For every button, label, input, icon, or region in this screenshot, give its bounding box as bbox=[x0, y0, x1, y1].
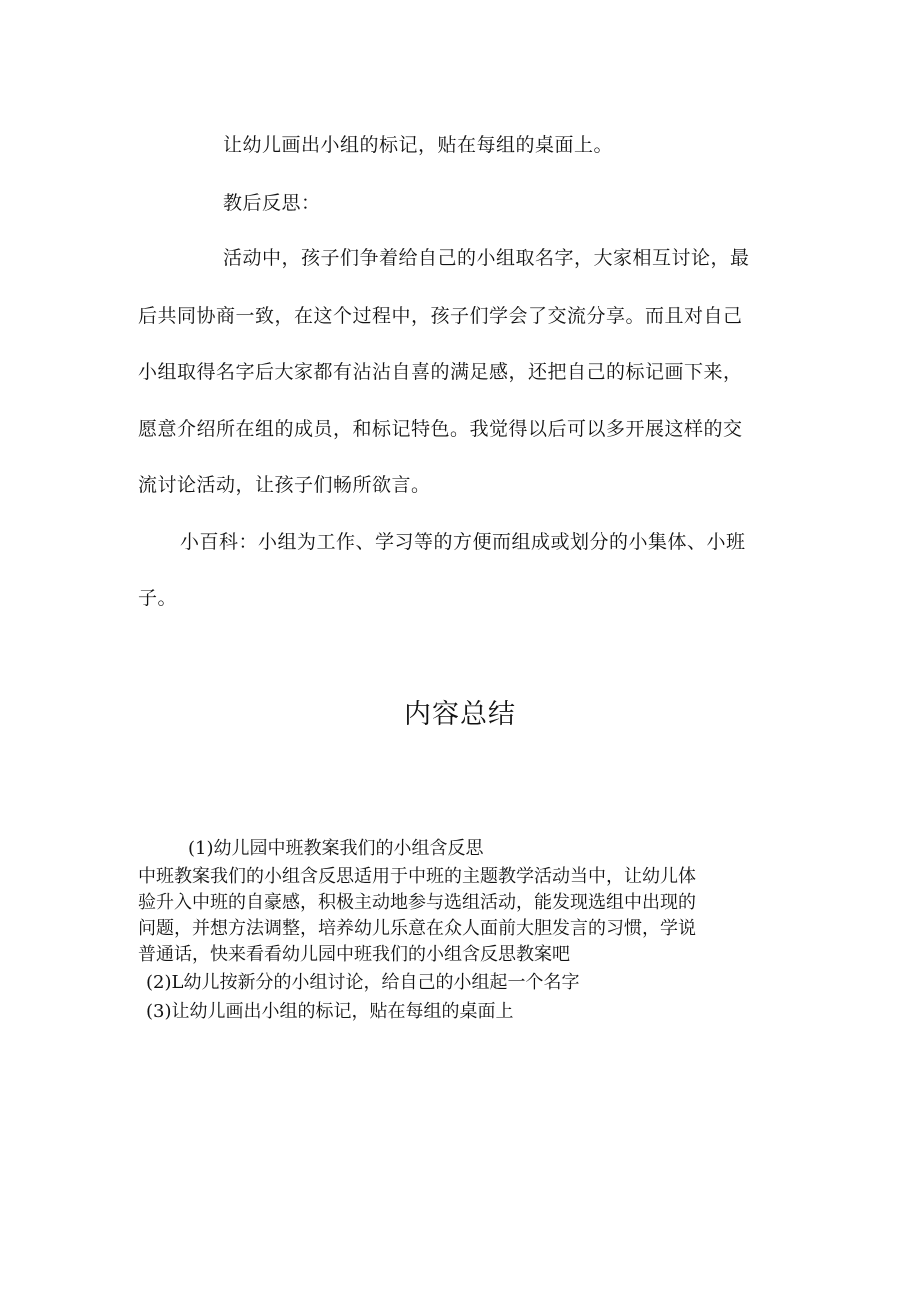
paragraph-marking-task: 让幼儿画出小组的标记，贴在每组的桌面上。 bbox=[223, 134, 614, 156]
reflection-line-4: 愿意介绍所在组的成员，和标记特色。我觉得以后可以多开展这样的交 bbox=[138, 418, 743, 440]
summary-item-2: (2)L幼儿按新分的小组讨论，给自己的小组起一个名字 bbox=[146, 972, 580, 993]
summary-item-3: (3)让幼儿画出小组的标记，贴在每组的桌面上 bbox=[146, 1001, 514, 1022]
summary-desc-line-1: 中班教案我们的小组含反思适用于中班的主题教学活动当中，让幼儿体 bbox=[138, 866, 696, 887]
summary-desc-line-2: 验升入中班的自豪感，积极主动地参与选组活动，能发现选组中出现的 bbox=[138, 892, 696, 913]
reflection-line-2: 后共同协商一致，在这个过程中，孩子们学会了交流分享。而且对自己 bbox=[138, 305, 743, 327]
summary-item-1: (1)幼儿园中班教案我们的小组含反思 bbox=[188, 838, 484, 859]
encyclopedia-line-1: 小百科：小组为工作、学习等的方便而组成或划分的小集体、小班 bbox=[180, 531, 746, 553]
reflection-line-3: 小组取得名字后大家都有沾沾自喜的满足感，还把自己的标记画下来， bbox=[138, 361, 743, 383]
reflection-line-5: 流讨论活动，让孩子们畅所欲言。 bbox=[138, 474, 431, 496]
summary-desc-line-4: 普通话，快来看看幼儿园中班我们的小组含反思教案吧 bbox=[138, 944, 570, 965]
summary-desc-line-3: 问题，并想方法调整，培养幼儿乐意在众人面前大胆发言的习惯，学说 bbox=[138, 918, 696, 939]
encyclopedia-line-2: 子。 bbox=[138, 587, 178, 609]
reflection-heading: 教后反思： bbox=[223, 192, 321, 214]
reflection-line-1: 活动中，孩子们争着给自己的小组取名字，大家相互讨论，最 bbox=[223, 247, 750, 269]
summary-title: 内容总结 bbox=[404, 699, 516, 730]
